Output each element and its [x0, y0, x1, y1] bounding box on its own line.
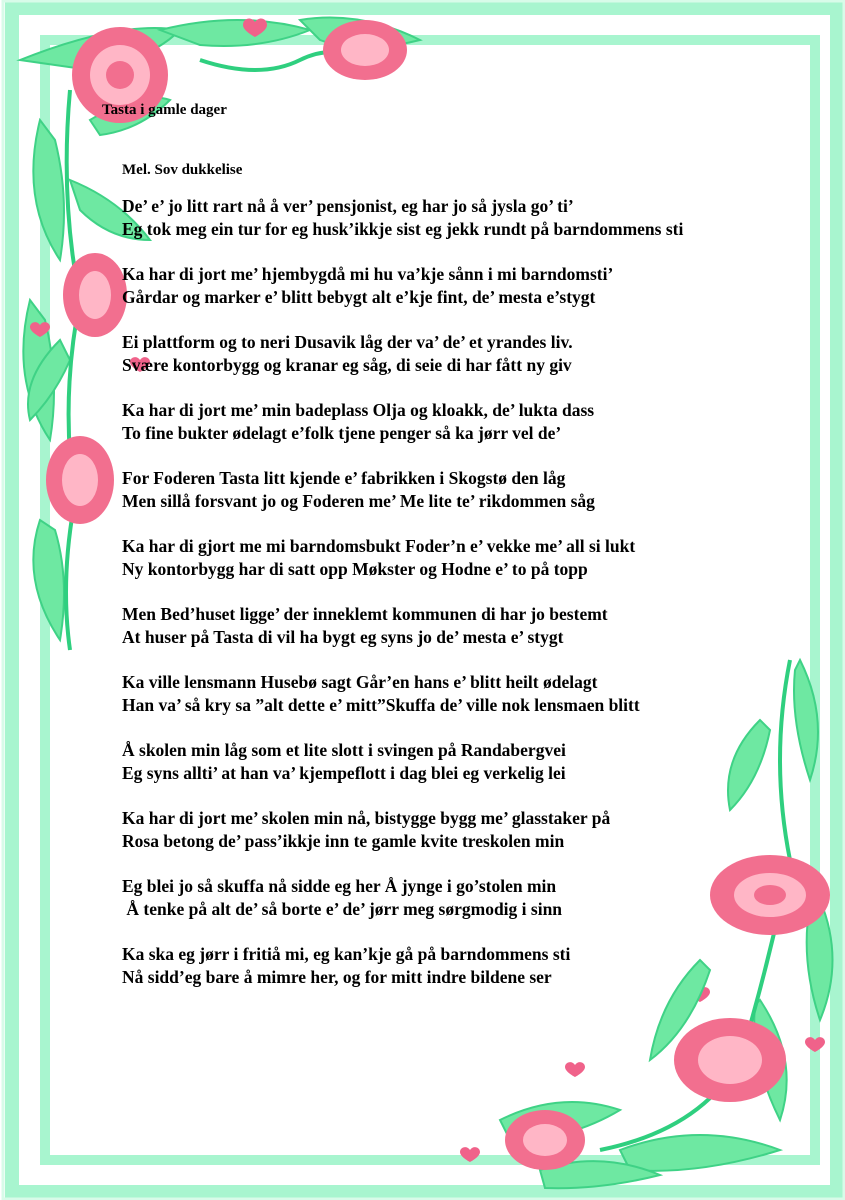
poem-line: Men Bed’huset ligge’ der inneklemt kommunen di har jo bestemt: [122, 604, 608, 624]
poem-line: Rosa betong de’ pass’ikkje inn te gamle kvite treskolen min: [122, 831, 565, 851]
stanza-8: [122, 671, 762, 717]
melody-note: Mel. Sov dukkelise: [122, 162, 243, 178]
stanza-5: [122, 467, 762, 513]
stanza-12: [122, 943, 762, 989]
stanza-list: [122, 195, 762, 1011]
poem-line: Ei plattform og to neri Dusavik låg der va’ de’ et yrandes liv.: [122, 332, 573, 352]
stanza-11: [122, 875, 762, 921]
stanza-9: [122, 739, 762, 785]
poem-line: At huser på Tasta di vil ha bygt eg syns jo de’ mesta e’ stygt: [122, 627, 564, 647]
stanza-7: [122, 603, 762, 649]
stanza-3: [122, 331, 762, 377]
poem-line: Ka ska eg jørr i fritiå mi, eg kan’kje gå på barndommens sti: [122, 944, 571, 964]
poem-line: Ka har di gjort me mi barndomsbukt Foder’n e’ vekke me’ all si lukt: [122, 536, 636, 556]
poem-line: Han va’ så kry sa ”alt dette e’ mitt”Skuffa de’ ville nok lensmaen blitt: [122, 695, 640, 715]
poem-title: Tasta i gamle dager: [102, 102, 227, 118]
poem-line: Eg syns allti’ at han va’ kjempeflott i dag blei eg verkelig lei: [122, 763, 566, 783]
poem-line: De’ e’ jo litt rart nå å ver’ pensjonist, eg har jo så jysla go’ ti’: [122, 196, 574, 216]
poem-line: Nå sidd’eg bare å mimre her, og for mitt indre bildene ser: [122, 967, 552, 987]
poem-line: Ka har di jort me’ skolen min nå, bistygge bygg me’ glasstaker på: [122, 808, 611, 828]
stanza-1: [122, 195, 762, 241]
poem-line: To fine bukter ødelagt e’folk tjene penger så ka jørr vel de’: [122, 423, 562, 443]
poem-line: Eg blei jo så skuffa nå sidde eg her Å jynge i go’stolen min: [122, 876, 557, 896]
poem-line: Ka har di jort me’ min badeplass Olja og kloakk, de’ lukta dass: [122, 400, 595, 420]
poem-line: Gårdar og marker e’ blitt bebygt alt e’kje fint, de’ mesta e’stygt: [122, 287, 596, 307]
poem-line: Ny kontorbygg har di satt opp Møkster og Hodne e’ to på topp: [122, 559, 588, 579]
poem-line: For Foderen Tasta litt kjende e’ fabrikken i Skogstø den låg: [122, 468, 566, 488]
poem-line: Ka har di jort me’ hjembygdå mi hu va’kje sånn i mi barndomsti’: [122, 264, 614, 284]
stanza-6: [122, 535, 762, 581]
stanza-10: [122, 807, 762, 853]
stanza-2: [122, 263, 762, 309]
poem-line: Men sillå forsvant jo og Foderen me’ Me lite te’ rikdommen såg: [122, 491, 595, 511]
poem-line: Å tenke på alt de’ så borte e’ de’ jørr meg sørgmodig i sinn: [122, 899, 563, 919]
poem-line: Ka ville lensmann Husebø sagt Går’en hans e’ blitt heilt ødelagt: [122, 672, 598, 692]
stanza-4: [122, 399, 762, 445]
poem-line: Eg tok meg ein tur for eg husk’ikkje sist eg jekk rundt på barndommens sti: [122, 219, 684, 239]
poem-line: Å skolen min låg som et lite slott i svingen på Randabergvei: [122, 740, 566, 760]
poem-line: Svære kontorbygg og kranar eg såg, di seie di har fått ny giv: [122, 355, 572, 375]
